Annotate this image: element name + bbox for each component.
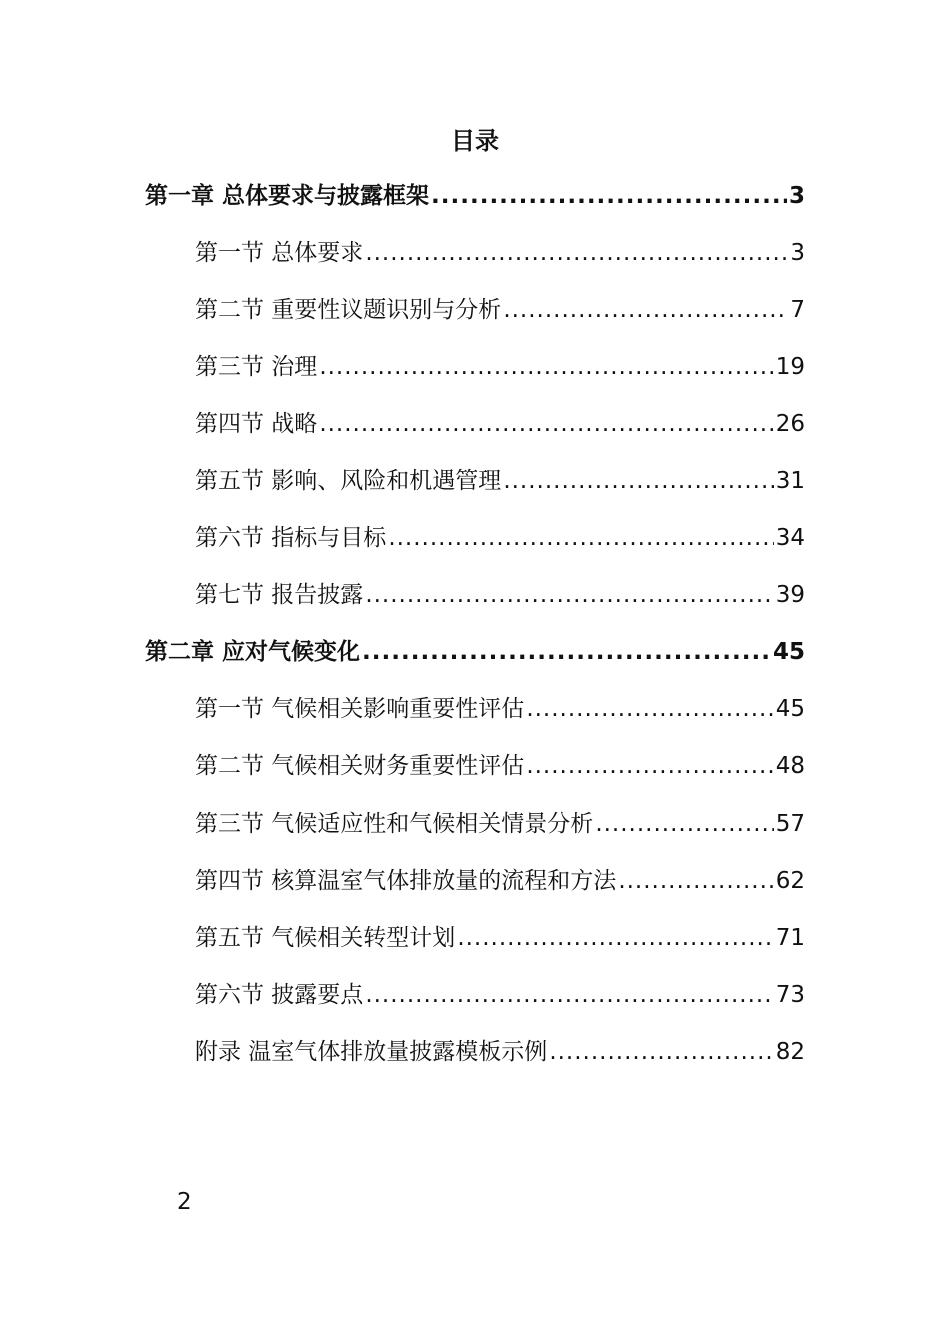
toc-entry-label: 第三节 治理 [195, 354, 318, 380]
toc-leader-dots [503, 292, 788, 328]
toc-entry-label: 第七节 报告披露 [195, 582, 364, 608]
toc-entry-page: 7 [790, 297, 805, 323]
toc-entry-section[interactable] [195, 520, 805, 556]
toc-entry-label: 第二节 气候相关财务重要性评估 [195, 753, 525, 779]
toc-entry-label: 第一节 总体要求 [195, 240, 364, 266]
toc-entry-page: 31 [775, 468, 805, 494]
toc-leader-dots [526, 748, 773, 784]
toc-entry-page: 39 [775, 582, 805, 608]
toc-entry-label: 第六节 披露要点 [195, 982, 364, 1008]
toc-entry-page: 19 [775, 354, 805, 380]
toc-entry-label: 第四节 核算温室气体排放量的流程和方法 [195, 868, 617, 894]
toc-entry-label: 第一章 总体要求与披露框架 [145, 183, 430, 209]
toc-entry-label: 第五节 影响、风险和机遇管理 [195, 468, 502, 494]
toc-entry-page: 71 [775, 925, 805, 951]
toc-title: 目录 [451, 127, 499, 155]
page-number: 2 [177, 1189, 192, 1215]
toc-entry-page: 82 [775, 1039, 805, 1065]
toc-entry-section[interactable] [195, 691, 805, 727]
toc-leader-dots [618, 863, 773, 899]
toc-entry-label: 第二章 应对气候变化 [145, 639, 361, 665]
toc-entry-label: 第四节 战略 [195, 411, 318, 437]
toc-entry-appendix[interactable] [195, 1034, 805, 1070]
toc-leader-dots [362, 634, 771, 670]
toc-entry-label: 第五节 气候相关转型计划 [195, 925, 456, 951]
toc-leader-dots [365, 235, 788, 271]
toc-leader-dots [503, 463, 773, 499]
toc-leader-dots [365, 977, 773, 1013]
toc-entry-label: 第六节 指标与目标 [195, 525, 387, 551]
toc-leader-dots [365, 577, 773, 613]
toc-entry-page: 3 [790, 240, 805, 266]
toc-entry-page: 73 [775, 982, 805, 1008]
toc-entry-page: 45 [775, 696, 805, 722]
toc-entry-section[interactable] [195, 235, 805, 271]
toc-leader-dots [457, 920, 773, 956]
toc-leader-dots [595, 806, 773, 842]
toc-entry-page: 26 [775, 411, 805, 437]
toc-leader-dots [526, 691, 773, 727]
toc-leader-dots [319, 406, 773, 442]
toc-entry-chapter-1[interactable] [145, 178, 805, 214]
toc-entry-section[interactable] [195, 577, 805, 613]
toc-entry-label: 第二节 重要性议题识别与分析 [195, 297, 502, 323]
toc-entry-section[interactable] [195, 977, 805, 1013]
toc-leader-dots [549, 1034, 773, 1070]
toc-entry-label: 第一节 气候相关影响重要性评估 [195, 696, 525, 722]
toc-entry-page: 34 [775, 525, 805, 551]
toc-entry-section[interactable] [195, 863, 805, 899]
toc-entry-section[interactable] [195, 748, 805, 784]
toc-entry-page: 62 [775, 868, 805, 894]
toc-entry-page: 57 [775, 811, 805, 837]
toc-entry-section[interactable] [195, 806, 805, 842]
toc-entry-section[interactable] [195, 292, 805, 328]
toc-entry-section[interactable] [195, 349, 805, 385]
toc-leader-dots [319, 349, 773, 385]
toc-entry-label: 第三节 气候适应性和气候相关情景分析 [195, 811, 594, 837]
toc-entry-page: 3 [788, 183, 805, 209]
toc-entry-chapter-2[interactable] [145, 634, 805, 670]
toc-entry-label: 附录 温室气体排放量披露模板示例 [195, 1039, 548, 1065]
toc-entry-page: 48 [775, 753, 805, 779]
toc-entry-section[interactable] [195, 406, 805, 442]
toc-entry-section[interactable] [195, 463, 805, 499]
toc-entry-page: 45 [772, 639, 805, 665]
toc-leader-dots [431, 178, 787, 214]
toc-leader-dots [388, 520, 773, 556]
toc-entry-section[interactable] [195, 920, 805, 956]
